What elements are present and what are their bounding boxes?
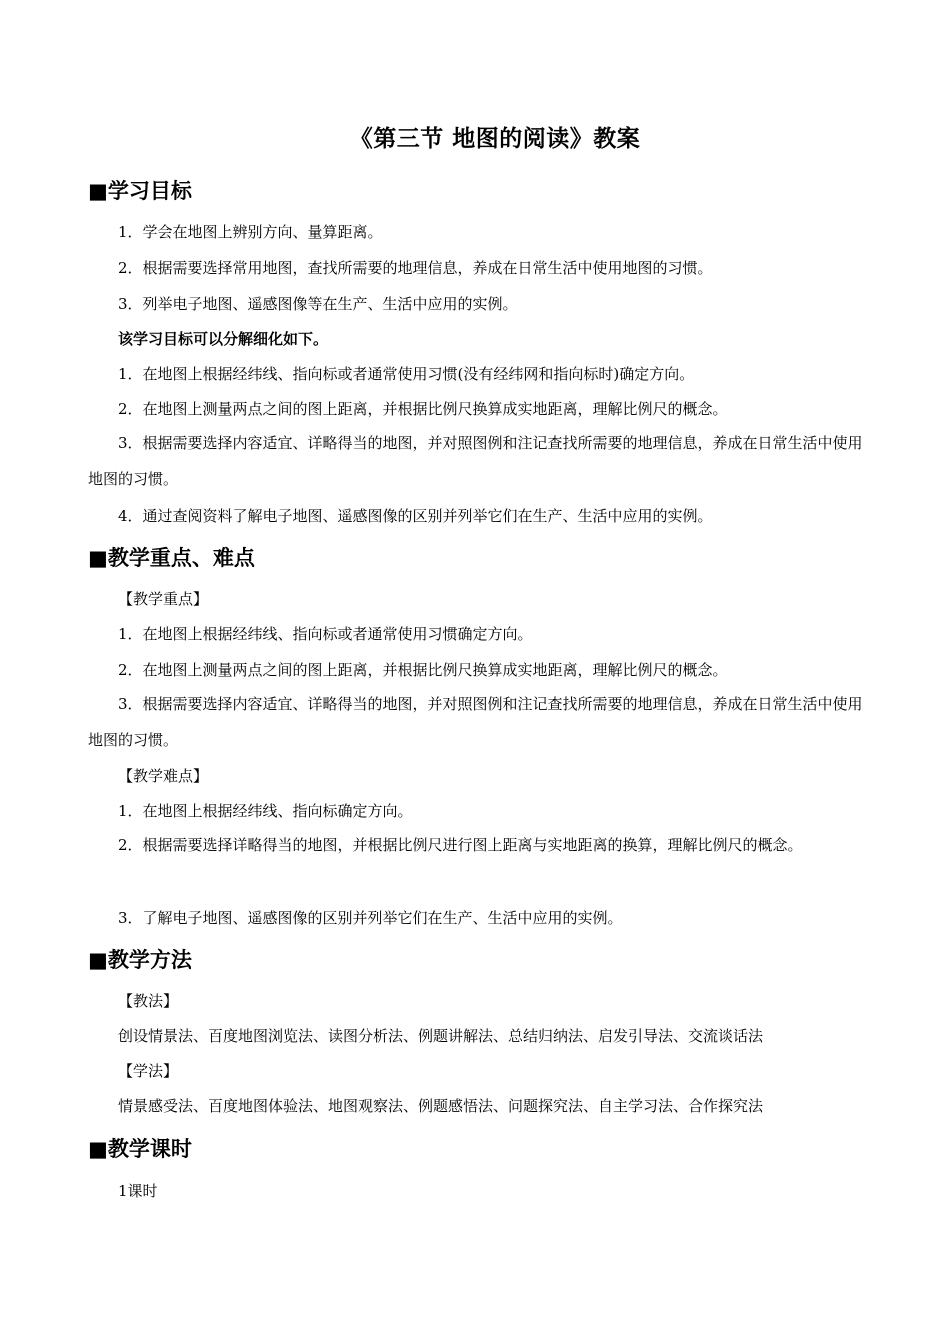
difficulty-item-3: 3．了解电子地图、遥感图像的区别并列举它们在生产、生活中应用的实例。 <box>118 909 623 927</box>
goal-item-2: 2．根据需要选择常用地图，查找所需要的地理信息，养成在日常生活中使用地图的习惯。 <box>118 259 713 277</box>
goal-detail-1: 1．在地图上根据经纬线、指向标或者通常使用习惯(没有经纬网和指向标时)确定方向。 <box>118 365 695 383</box>
heading-teaching-methods: ■教学方法 <box>88 948 192 972</box>
heading-key-points: ■教学重点、难点 <box>88 546 255 570</box>
heading-class-hours: ■教学课时 <box>88 1137 192 1161</box>
goal-detail-2: 2．在地图上测量两点之间的图上距离，并根据比例尺换算成实地距离，理解比例尺的概念。 <box>118 400 728 418</box>
goal-item-1: 1．学会在地图上辨别方向、量算距离。 <box>118 223 383 241</box>
heading-learning-goals: ■学习目标 <box>88 179 192 203</box>
teaching-method-label: 【教法】 <box>118 992 179 1010</box>
learning-method-label: 【学法】 <box>118 1062 179 1080</box>
focus-item-2: 2．在地图上测量两点之间的图上距离，并根据比例尺换算成实地距离，理解比例尺的概念。 <box>118 661 728 679</box>
difficulty-label: 【教学难点】 <box>118 767 209 785</box>
focus-label: 【教学重点】 <box>118 590 209 608</box>
document-title: 《第三节 地图的阅读》教案 <box>349 126 641 152</box>
goal-breakdown-note: 该学习目标可以分解细化如下。 <box>118 330 329 348</box>
teaching-method-text: 创设情景法、百度地图浏览法、读图分析法、例题讲解法、总结归纳法、启发引导法、交流谈话法 <box>118 1027 764 1045</box>
goal-item-3: 3．列举电子地图、遥感图像等在生产、生活中应用的实例。 <box>118 295 518 313</box>
class-hours-value: 1课时 <box>118 1182 158 1200</box>
goal-detail-4: 4．通过查阅资料了解电子地图、遥感图像的区别并列举它们在生产、生活中应用的实例。 <box>118 507 713 525</box>
difficulty-item-1: 1．在地图上根据经纬线、指向标确定方向。 <box>118 802 413 820</box>
learning-method-text: 情景感受法、百度地图体验法、地图观察法、例题感悟法、问题探究法、自主学习法、合作探究法 <box>118 1097 764 1115</box>
focus-item-3: 3．根据需要选择内容适宜、详略得当的地图，并对照图例和注记查找所需要的地理信息，养成在日常生活中使用地图的习惯。 <box>88 695 863 749</box>
focus-item-1: 1．在地图上根据经纬线、指向标或者通常使用习惯确定方向。 <box>118 625 533 643</box>
goal-detail-3: 3．根据需要选择内容适宜、详略得当的地图，并对照图例和注记查找所需要的地理信息，养成在日常生活中使用地图的习惯。 <box>88 434 863 488</box>
difficulty-item-2: 2．根据需要选择详略得当的地图，并根据比例尺进行图上距离与实地距离的换算，理解比例尺的概念。 <box>118 836 803 854</box>
